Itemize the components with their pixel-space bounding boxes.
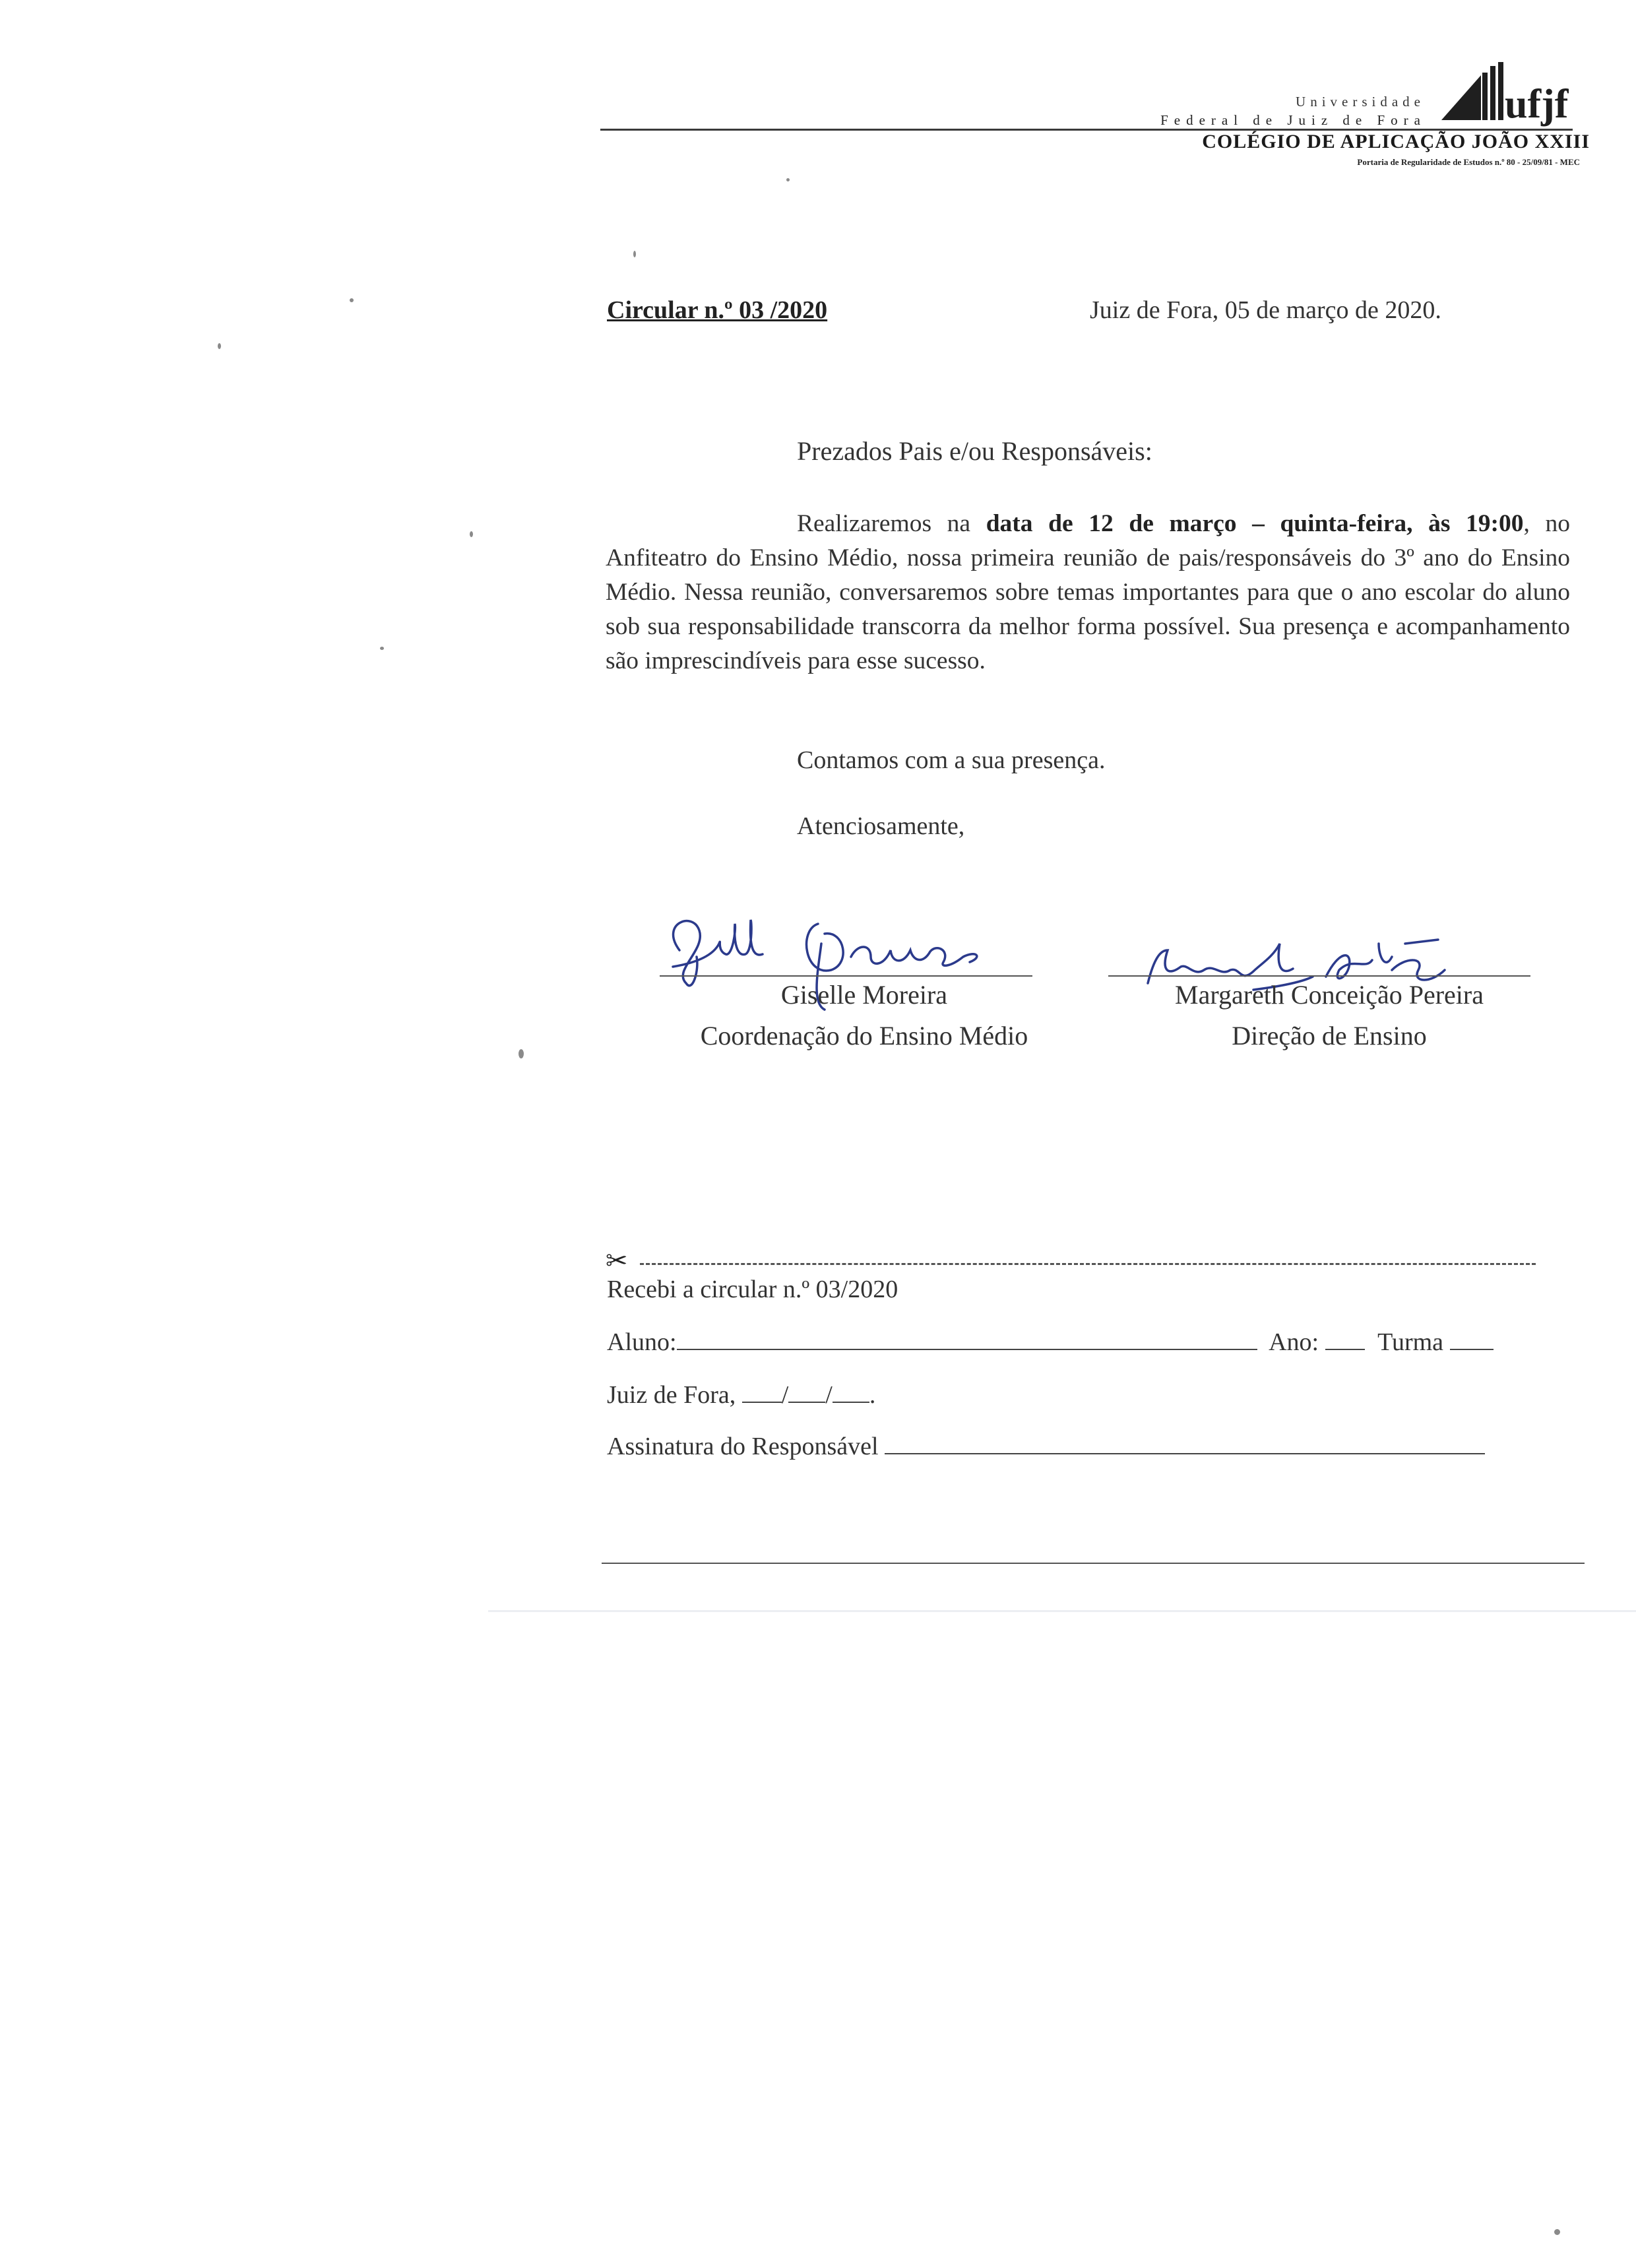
student-label: Aluno: <box>607 1328 677 1356</box>
student-field[interactable] <box>677 1328 1257 1350</box>
class-label: Turma <box>1377 1328 1444 1356</box>
signer-right-name: Margareth Conceição Pereira <box>1175 980 1484 1010</box>
scan-speck <box>786 178 790 181</box>
circular-number: Circular n.º 03 /2020 <box>607 296 828 324</box>
scissors-icon: ✂ <box>606 1246 628 1276</box>
ufjf-logo-icon <box>1441 61 1569 127</box>
signer-left-name: Giselle Moreira <box>780 980 948 1010</box>
scan-speck <box>470 531 473 537</box>
signature-right-text: Margareth C. Pereira <box>1141 930 1147 931</box>
signature-row <box>607 1432 1485 1461</box>
signature-left-line <box>660 975 1032 977</box>
year-field[interactable] <box>1325 1328 1365 1350</box>
student-row <box>607 1328 1494 1357</box>
scan-speck <box>519 1049 524 1058</box>
signature-label: Assinatura do Responsável <box>607 1433 879 1460</box>
scan-speck <box>633 251 636 257</box>
signature-left-text: Giselle Moreira <box>653 904 658 905</box>
class-field[interactable] <box>1450 1328 1494 1350</box>
date-sep-1: / <box>781 1381 789 1409</box>
closing-line: Contamos com a sua presença. <box>797 746 1106 774</box>
date-end: . <box>869 1381 876 1409</box>
signer-right-role: Direção de Ensino <box>1232 1021 1427 1051</box>
date-row <box>607 1380 875 1409</box>
date-day-field[interactable] <box>742 1380 782 1403</box>
date-month-field[interactable] <box>788 1380 825 1403</box>
letter-page <box>488 0 1636 1612</box>
receipt-line: Recebi a circular n.º 03/2020 <box>607 1276 898 1303</box>
scan-speck <box>350 298 354 302</box>
bottom-rule <box>602 1563 1585 1564</box>
school-name: COLÉGIO DE APLICAÇÃO JOÃO XXIII <box>1202 131 1590 152</box>
signature-field[interactable] <box>885 1432 1485 1454</box>
para-rest: , no Anfiteatro do Ensino Médio, nossa primeira reunião de pais/responsáveis do 3º ano do Ensino Médio. Nessa reunião, conversaremos sobre temas importantes para que o ano escolar do aluno sob sua responsabilidade transcorra da melhor forma possível. Sua presença e acompanhamento são imprescindíveis para esse sucesso. <box>606 510 1571 674</box>
date-sep-2: / <box>825 1381 833 1409</box>
sign-off: Atenciosamente, <box>797 812 965 840</box>
scan-speck <box>218 343 221 349</box>
scan-speck <box>1554 2229 1560 2235</box>
cut-line <box>640 1263 1536 1265</box>
body-paragraph <box>606 507 1570 678</box>
letterhead-university: Universidade <box>1296 94 1425 110</box>
place-date: Juiz de Fora, 05 de março de 2020. <box>1090 296 1441 324</box>
para-start: Realizaremos na <box>797 510 986 537</box>
signer-left-role: Coordenação do Ensino Médio <box>700 1021 1028 1051</box>
date-prefix: Juiz de Fora, <box>607 1381 736 1409</box>
letterhead-federal: Federal de Juiz de Fora <box>1160 112 1426 128</box>
meeting-date: data de 12 de março – quinta-feira, às 19:00 <box>986 510 1524 537</box>
greeting: Prezados Pais e/ou Responsáveis: <box>797 436 1152 466</box>
logo-lettering: ufjf <box>1505 82 1569 127</box>
year-label: Ano: <box>1269 1328 1319 1356</box>
school-portaria: Portaria de Regularidade de Estudos n.º 80 - 25/09/81 - MEC <box>1357 157 1580 167</box>
signature-right-line <box>1108 975 1530 977</box>
date-year-field[interactable] <box>833 1380 869 1403</box>
scan-speck <box>380 647 384 650</box>
